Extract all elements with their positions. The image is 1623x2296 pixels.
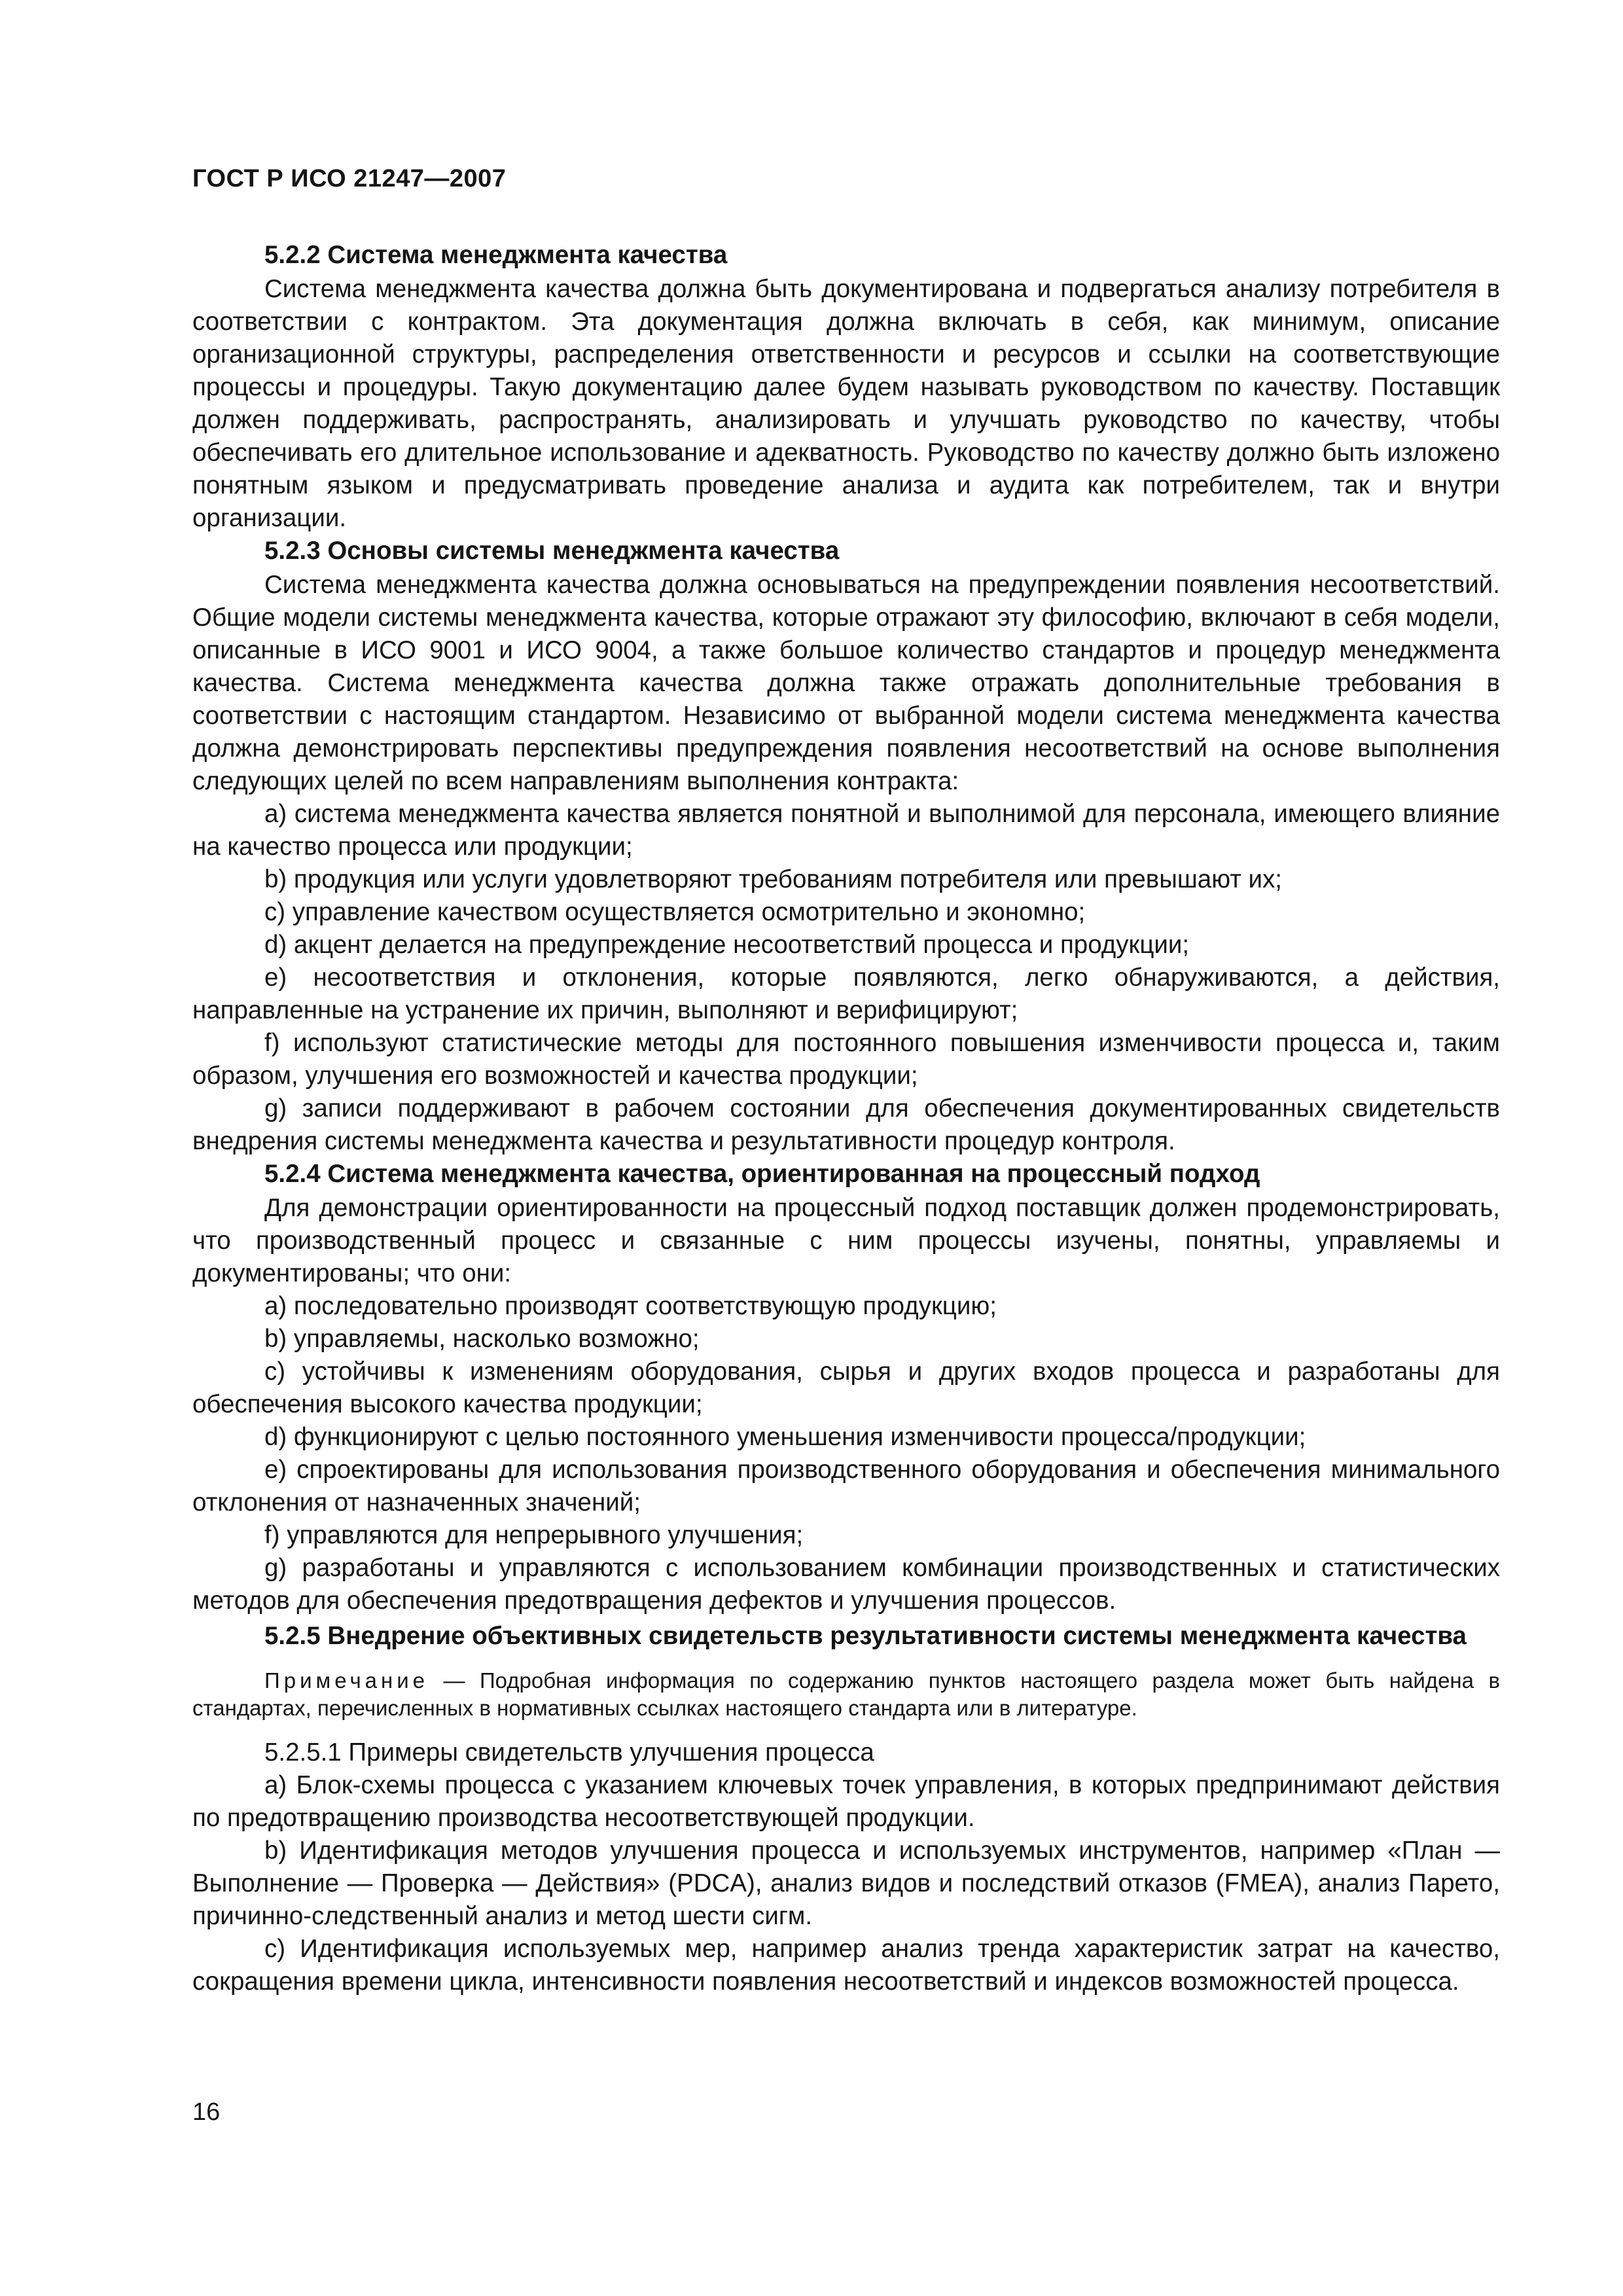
paragraph: Система менеджмента качества должна основываться на предупреждении появления несоответствий. Общие модели системы менеджмента качества, которые отражают эту философию, включают в себя модели, описанные в ИСО 9001 и ИСО 9004, а также большое количество стандартов и процедур менеджмента качества. Система менеджмента качества должна также отражать дополнительные требования в соответствии с настоящим стандартом. Независимо от выбранной модели система менеджмента качества должна демонстрировать перспективы предупреждения появления несоответствий на основе выполнения следующих целей по всем направлениям выполнения контракта:	[192, 571, 1500, 795]
list-item: a) последовательно производят соответствующую продукцию;	[264, 1292, 997, 1320]
document-header: ГОСТ Р ИСО 21247—2007	[192, 165, 507, 192]
list-item: c) Идентификация используемых мер, например анализ тренда характеристик затрат на качество, сокращения времени цикла, интенсивности появления несоответствий и индексов возможностей процесса.	[192, 1935, 1500, 1996]
note-label: Примечание	[264, 1668, 429, 1693]
list-item: b) Идентификация методов улучшения процесса и используемых инструментов, например «План — Выполнение — Проверка — Действия» (PDCA), анализ видов и последствий отказов (FMEA), анализ Парето, причинно-следственный анализ и метод шести сигм.	[192, 1837, 1500, 1930]
list-item: f) управляются для непрерывного улучшения;	[264, 1521, 804, 1549]
list-item: a) система менеджмента качества является понятной и выполнимой для персонала, имеющего влияние на качество процесса или продукции;	[192, 800, 1500, 861]
paragraph: Для демонстрации ориентированности на процессный подход поставщик должен продемонстрировать, что производственный процесс и связанные с ним процессы изучены, понятны, управляемы и документированы; что они:	[192, 1194, 1500, 1287]
note	[192, 1667, 1500, 1722]
section-heading-5-2-2: 5.2.2 Система менеджмента качества	[264, 241, 728, 269]
section-heading-5-2-3: 5.2.3 Основы системы менеджмента качества	[264, 537, 840, 565]
page-number: 16	[192, 2098, 221, 2126]
list-item: b) продукция или услуги удовлетворяют требованиям потребителя или превышают их;	[264, 865, 1283, 893]
list-item: g) записи поддерживают в рабочем состоянии для обеспечения документированных свидетельств внедрения системы менеджмента качества и результативности процедур контроля.	[192, 1094, 1500, 1155]
section-heading-5-2-5: 5.2.5 Внедрение объективных свидетельств результативности системы менеджмента качества	[264, 1622, 1467, 1650]
list-item: c) устойчивы к изменениям оборудования, сырья и других входов процесса и разработаны для обеспечения высокого качества продукции;	[192, 1357, 1500, 1418]
list-item: b) управляемы, насколько возможно;	[264, 1325, 700, 1353]
list-item: g) разработаны и управляются с использованием комбинации производственных и статистических методов для обеспечения предотвращения дефектов и улучшения процессов.	[192, 1554, 1500, 1615]
list-item: e) несоответствия и отклонения, которые появляются, легко обнаруживаются, а действия, направленные на устранение их причин, выполняют и верифицируют;	[192, 963, 1500, 1024]
note-text: — Подробная информация по содержанию пунктов настоящего раздела может быть найдена в стандартах, перечисленных в нормативных ссылках настоящего стандарта или в литературе.	[192, 1668, 1500, 1720]
section-heading-5-2-4: 5.2.4 Система менеджмента качества, ориентированная на процессный подход	[264, 1160, 1260, 1188]
paragraph: Система менеджмента качества должна быть документирована и подвергаться анализу потребителя в соответствии с контрактом. Эта документация должна включать в себя, как минимум, описание организационной структуры, распределения ответственности и ресурсов и ссылки на соответствующие процессы и процедуры. Такую документацию далее будем называть руководством по качеству. Поставщик должен поддерживать, распространять, анализировать и улучшать руководство по качеству, чтобы обеспечивать его длительное использование и адекватность. Руководство по качеству должно быть изложено понятным языком и предусматривать проведение анализа и аудита как потребителем, так и внутри организации.	[192, 275, 1500, 532]
subsection-heading-5-2-5-1: 5.2.5.1 Примеры свидетельств улучшения процесса	[264, 1738, 874, 1767]
list-item: d) акцент делается на предупреждение несоответствий процесса и продукции;	[264, 931, 1190, 959]
list-item: d) функционируют с целью постоянного уменьшения изменчивости процесса/продукции;	[264, 1423, 1306, 1451]
document-body	[192, 239, 1500, 1998]
list-item: c) управление качеством осуществляется осмотрительно и экономно;	[264, 898, 1086, 926]
list-item: e) спроектированы для использования производственного оборудования и обеспечения минимального отклонения от назначенных значений;	[192, 1456, 1500, 1516]
list-item: f) используют статистические методы для постоянного повышения изменчивости процесса и, таким образом, улучшения его возможностей и качества продукции;	[192, 1029, 1500, 1090]
list-item: a) Блок-схемы процесса с указанием ключевых точек управления, в которых предпринимают действия по предотвращению производства несоответствующей продукции.	[192, 1771, 1500, 1832]
